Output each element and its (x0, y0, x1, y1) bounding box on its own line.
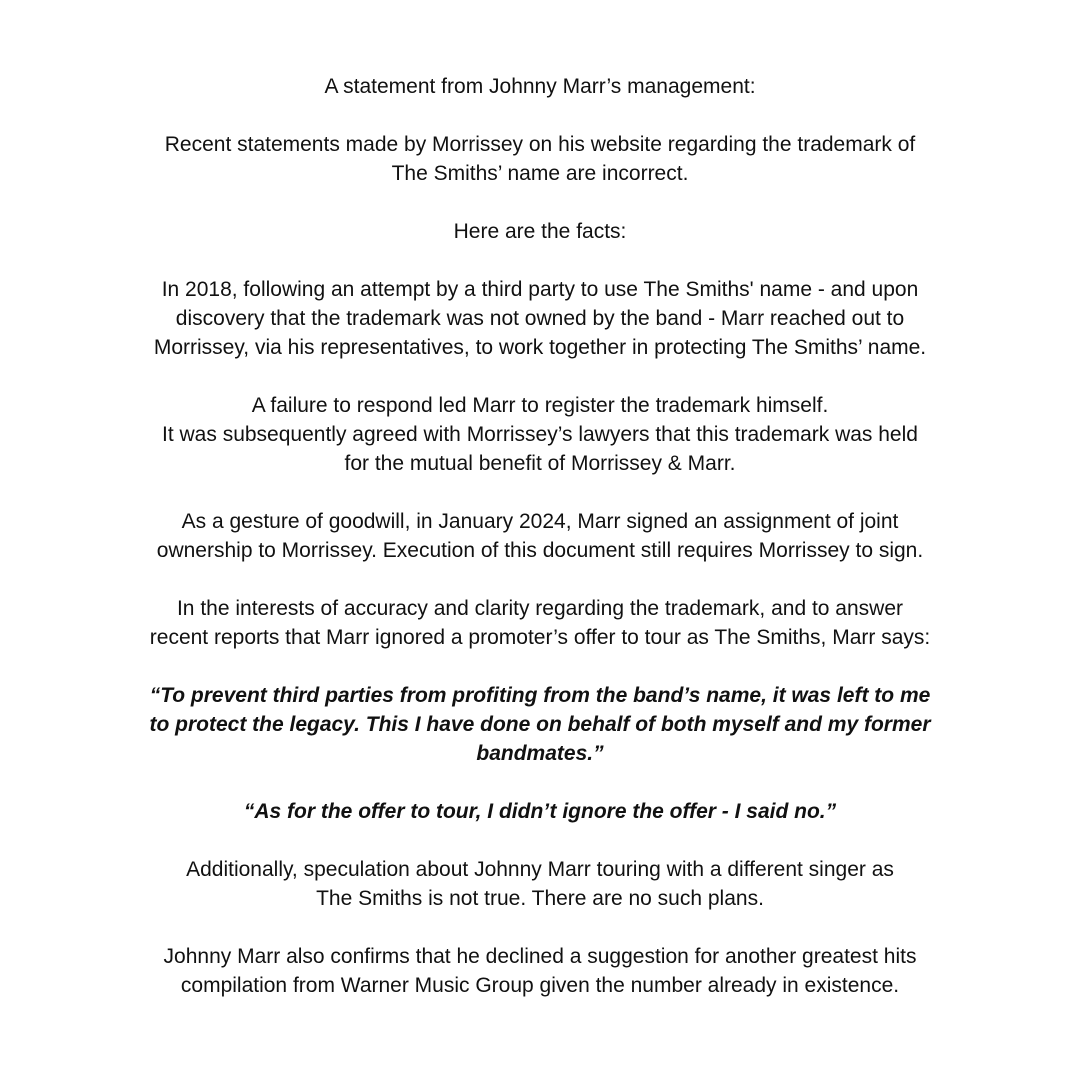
registration-line-1: A failure to respond led Marr to register the trademark himself. (251, 394, 829, 417)
goodwill-line-1: As a gesture of goodwill, in January 2024, Marr signed an assignment of joint (181, 510, 899, 533)
registration-line-3: for the mutual benefit of Morrissey & Marr. (344, 452, 736, 475)
registration-paragraph (90, 391, 990, 478)
goodwill-line-2: ownership to Morrissey. Execution of this document still requires Morrissey to sign. (156, 539, 924, 562)
clarity-line-1: In the interests of accuracy and clarity regarding the trademark, and to answer (176, 597, 904, 620)
speculation-line-1: Additionally, speculation about Johnny Marr touring with a different singer as (186, 858, 894, 881)
legacy-quote-line-1: “To prevent third parties from profiting from the band’s name, it was left to me (149, 684, 931, 707)
intro-paragraph (110, 130, 970, 188)
compilation-line-1: Johnny Marr also confirms that he declined a suggestion for another greatest hits (163, 945, 917, 968)
legacy-quote (90, 681, 990, 768)
compilation-line-2: compilation from Warner Music Group given the number already in existence. (180, 974, 900, 997)
statement-heading (90, 72, 990, 101)
history-line-3: Morrissey, via his representatives, to work together in protecting The Smiths’ name. (153, 336, 927, 359)
history-line-1: In 2018, following an attempt by a third party to use The Smiths' name - and upon (161, 278, 919, 301)
speculation-paragraph (110, 855, 970, 913)
clarity-line-2: recent reports that Marr ignored a promoter’s offer to tour as The Smiths, Marr says: (149, 626, 931, 649)
history-line-2: discovery that the trademark was not owned by the band - Marr reached out to (175, 307, 905, 330)
tour-quote-text: “As for the offer to tour, I didn’t ignore the offer - I said no.” (243, 800, 837, 823)
tour-quote (90, 797, 990, 826)
intro-line-2: The Smiths’ name are incorrect. (391, 162, 689, 185)
legacy-quote-line-2: to protect the legacy. This I have done on behalf of both myself and my former (149, 713, 931, 736)
history-paragraph (90, 275, 990, 362)
facts-lead-text: Here are the facts: (453, 220, 627, 243)
compilation-paragraph (90, 942, 990, 1000)
registration-line-2: It was subsequently agreed with Morrissey’s lawyers that this trademark was held (162, 423, 918, 446)
legacy-quote-line-3: bandmates.” (476, 742, 604, 765)
intro-line-1: Recent statements made by Morrissey on his website regarding the trademark of (164, 133, 916, 156)
facts-lead (110, 217, 970, 246)
goodwill-paragraph (90, 507, 990, 565)
speculation-line-2: The Smiths is not true. There are no such plans. (316, 887, 764, 910)
clarity-paragraph (80, 594, 1000, 652)
heading-text: A statement from Johnny Marr’s management: (324, 75, 756, 98)
